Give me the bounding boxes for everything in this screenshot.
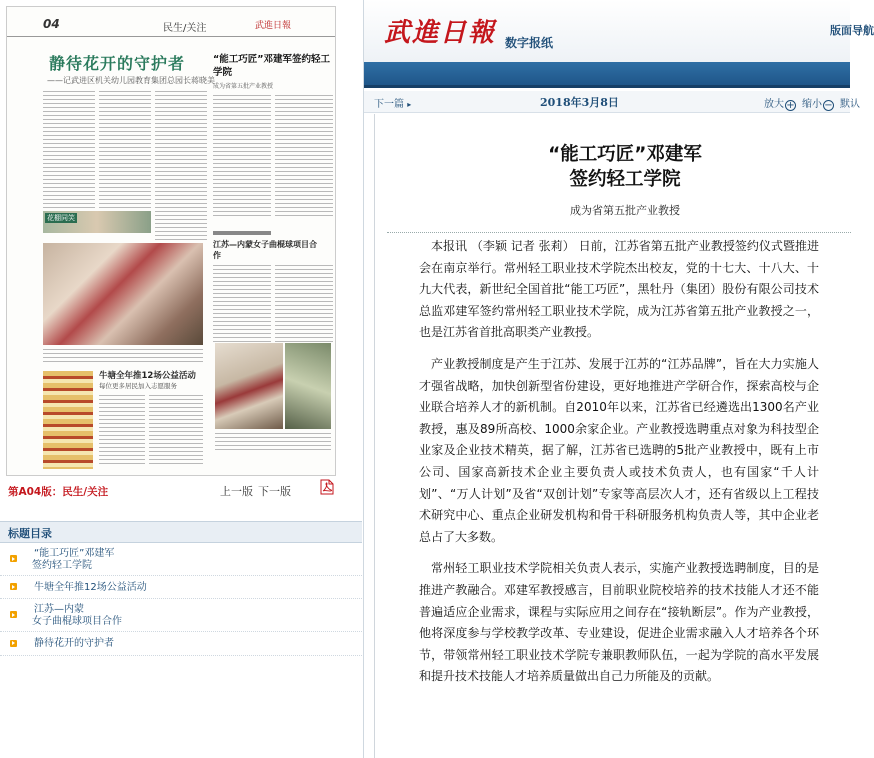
next-article-link[interactable] [374,95,411,110]
toc-item-line: 静待花开的守护者 [34,638,114,649]
story2-title[interactable]: “能工巧匠”邓建军签约轻工学院 [213,54,330,78]
toc-item-line: 江苏—内蒙 [34,604,84,615]
article-subheadline: 成为省第五批产业教授 [570,204,680,217]
text-block [155,91,207,241]
zoom-out-button[interactable] [802,95,834,111]
text-block [149,395,203,467]
arrow-bullet-icon [10,555,17,562]
page-logo: 武進日報 [255,21,292,31]
toc-title: 标题目录 [0,521,362,543]
article-body [419,236,819,698]
edition-label[interactable]: 第A04版：民生/关注 [8,486,109,498]
article-panel [374,114,850,758]
minus-icon: − [824,100,833,111]
page-number: 04 [43,17,60,31]
article-toolbar [364,91,860,113]
text-block [213,231,271,235]
headline-line: “能工巧匠”邓建军 [548,144,702,165]
toc-item[interactable] [0,599,362,632]
toc-item-line: 女子曲棍球项目合作 [32,616,122,627]
layout-nav-link[interactable]: 版面导航 [830,24,874,37]
prev-page-link[interactable]: 上一版 [220,485,253,498]
story4-title[interactable]: 牛塘全年推12场公益活动 [99,371,196,381]
plus-icon: + [786,100,795,111]
story4-subtitle: 每位更多居民加入志愿服务 [99,382,177,390]
headline-line: 签约轻工学院 [569,169,681,190]
caption-block [215,433,331,453]
text-block [213,95,271,217]
text-block [213,265,271,345]
story2-subtitle: 成为省第五批产业教授 [213,83,274,90]
issue-date: 2018年3月8日 [540,96,619,109]
photo-hockey [215,343,283,429]
story3-title[interactable]: 江苏—内蒙女子曲棍球项目合作 [213,240,317,260]
text-block [43,91,95,209]
zoom-out-label: 缩小 [802,99,822,110]
zoom-in-button[interactable] [764,95,796,111]
page-header [7,7,335,37]
right-panel [364,0,874,758]
toc-item-line: 签约轻工学院 [32,560,92,571]
photo-tech [285,343,331,429]
text-block [275,265,333,345]
newspaper-page-thumbnail[interactable] [6,6,336,476]
next-article-label: 下一篇 [374,99,404,110]
story1-title[interactable]: 静待花开的守护者 [49,54,186,73]
photo-chart [43,371,93,469]
photo-elderly [43,243,203,345]
text-block [99,91,151,209]
article-headline [495,142,755,192]
story1-subtitle: ——记武进区机关幼儿园教育集团总园长蒋晓美 [47,76,215,85]
page-section: 民生/关注 [163,23,207,34]
digital-edition-label: 数字报纸 [505,36,554,50]
site-logo[interactable]: 武進日報 [384,18,497,48]
article-paragraph: 本报讯 （李颖 记者 张莉） 日前，江苏省第五批产业教授签约仪式暨推进会在南京举行。常州轻工职业技术学院杰出校友，党的十七大、十八大、十九大代表，新世纪全国首批“能工巧匠”，黑牡丹（集团）股份有限公司技术总监邓建军签约常州轻工职业技术学院，成为江苏省第五批产业教授之一，也是江苏省首批高职类产业教授。 [419,239,819,340]
arrow-bullet-icon [10,640,17,647]
reset-zoom-button[interactable]: 默认 [840,99,860,110]
toc-item-line: 牛塘全年推12场公益活动 [34,582,147,593]
pdf-icon[interactable] [320,479,334,495]
caption-block [43,349,203,363]
next-page-link[interactable]: 下一版 [258,485,291,498]
arrow-bullet-icon [10,611,17,618]
zoom-in-label: 放大 [764,99,784,110]
left-panel [0,0,364,758]
text-block [275,95,333,217]
divider [387,232,851,233]
nav-bar-band [364,62,850,88]
toc-item[interactable] [0,543,362,576]
article-paragraph: 常州轻工职业技术学院相关负责人表示，实施产业教授选聘制度，目的是推进产教融合。邓建军教授感言，目前职业院校培养的技术技能人才还不能普遍适应企业需求，课程与实际应用之间存在“接轨断层”。作为产业教授，他将深度参与学校教学改革、专业建设，促进企业需求融入人才培养各个环节，带领常州轻工职业技术学院专兼职教师队伍，一起为学院的高水平发展和提升技术技能人才培养质量做出自己力所能及的贡献。 [419,561,819,684]
toc-item-line: “能工巧匠”邓建军 [34,548,115,559]
arrow-right-icon: ▸ [407,100,412,109]
text-block [99,395,145,467]
masthead [364,0,874,62]
arrow-bullet-icon [10,583,17,590]
toc-item[interactable] [0,632,362,656]
toc-panel [0,521,362,656]
toc-item[interactable] [0,576,362,599]
article-paragraph: 产业教授制度是产生于江苏、发展于江苏的“江苏品牌”，旨在大力实施人才强省战略，加快创新型省份建设，更好地推进产学研合作，探索高校与企业联合培养人才的新机制。自2010年以来，江苏省已经遴选出1300名产业教授，惠及89所高校、1000余家企业。产业教授选聘重点对象为科技型企业家及企业技术精英，据了解，江苏省已选聘的5批产业教授中，既有上市公司、国家高新技术企业主要负责人或技术负责人，也有国家“千人计划”、“万人计划”及省“双创计划”专家等高层次人才，还有省级以上工程技术研究中心、重点企业研发机构和骨干科研服务机构负责人等，其中企业老总占了大多数。 [419,356,819,544]
photo-tag: 花棚同笑 [47,214,75,222]
